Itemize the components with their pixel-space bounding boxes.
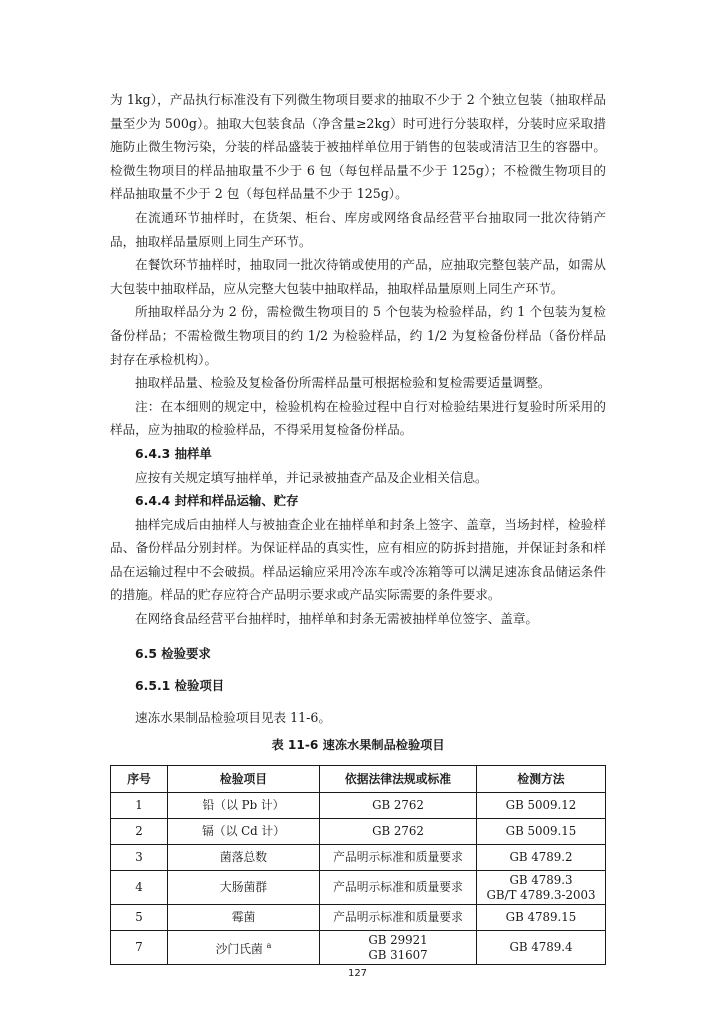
table-row bbox=[111, 793, 606, 819]
heading-6-5-1: 6.5.1 检验项目 bbox=[135, 678, 225, 694]
cell-item bbox=[168, 845, 320, 871]
basis-line: GB 29921 bbox=[368, 932, 428, 947]
table-row bbox=[111, 931, 606, 965]
cell-basis: GB 2762 bbox=[320, 819, 477, 845]
cell-basis: 产品明示标准和质量要求 bbox=[320, 845, 477, 871]
cell-no: 2 bbox=[111, 819, 168, 845]
paragraph-online-sampling: 在网络食品经营平台抽样时，抽样单和封条无需被抽样单位签字、盖章。 bbox=[135, 611, 538, 627]
table-row bbox=[111, 905, 606, 931]
paragraph-circulation-sampling: 在流通环节抽样时，在货架、柜台、库房或网络食品经营平台抽取同一批次待销产品，抽取样品量原则上同生产环节。 bbox=[110, 209, 606, 249]
paragraph-catering-sampling: 在餐饮环节抽样时，抽取同一批次待销或使用的产品，应抽取完整包装产品，如需从大包装中抽取样品，应从完整大包装中抽取样品，抽取样品量原则上同生产环节。 bbox=[110, 257, 606, 296]
item-text: 铅（以 Pb 计） bbox=[202, 798, 285, 813]
table-row bbox=[111, 819, 606, 845]
cell-basis: 产品明示标准和质量要求 bbox=[320, 871, 477, 905]
cell-no: 4 bbox=[111, 871, 168, 905]
cell-method: GB 4789.4 bbox=[477, 931, 606, 965]
cell-method: GB 4789.2 bbox=[477, 845, 606, 871]
cell-item bbox=[168, 905, 320, 931]
header-no: 序号 bbox=[111, 766, 168, 793]
paragraph-quantity-adjustment: 抽取样品量、检验及复检备份所需样品量可根据检验和复检需要适量调整。 bbox=[135, 375, 551, 391]
item-text: 镉（以 Cd 计） bbox=[201, 824, 286, 839]
paragraph-sealing-transport: 抽样完成后由抽样人与被抽查企业在抽样单和封条上签字、盖章，当场封样，检验样品、备份样品分别封样。为保证样品的真实性，应有相应的防拆封措施，并保证封条和样品在运输过程中不会破损。样品运输应采用冷冻车或冷冻箱等可以满足速冻食品储运条件的措施。样品的贮存应符合产品明示要求或产品实际需要的条件要求。 bbox=[110, 516, 606, 603]
cell-item bbox=[168, 819, 320, 845]
item-text: 沙门氏菌 bbox=[215, 942, 263, 957]
heading-6-5: 6.5 检验要求 bbox=[135, 645, 211, 661]
cell-method: GB 5009.15 bbox=[477, 819, 606, 845]
item-text: 菌落总数 bbox=[219, 850, 268, 865]
table-row bbox=[111, 871, 606, 905]
method-line: GB/T 4789.3-2003 bbox=[486, 887, 596, 902]
cell-item bbox=[168, 793, 320, 819]
paragraph-sampling-quantity: 为 1kg），产品执行标准没有下列微生物项目要求的抽取不少于 2 个独立包装（抽取样品量至少为 500g）。抽取大包装食品（净含量≥2kg）时可进行分装取样，分装时应采取措施防止微生物污染，分装的样品盛装于被抽样单位用于销售的包装或清洁卫生的容器中。检微生物项目的样品抽取量不少于 6 包（每包样品量不少于 125g）；不检微生物项目的样品抽取量不少于 2 包（每包样品量不少于 125g）。 bbox=[110, 92, 606, 202]
cell-no: 7 bbox=[111, 931, 168, 965]
cell-basis: 产品明示标准和质量要求 bbox=[320, 905, 477, 931]
cell-basis: GB 2762 bbox=[320, 793, 477, 819]
paragraph-note: 注：在本细则的规定中，检验机构在检验过程中自行对检验结果进行复验时所采用的样品，应为抽取的检验样品，不得采用复检备份样品。 bbox=[110, 398, 606, 438]
cell-method bbox=[477, 871, 606, 905]
cell-no: 1 bbox=[111, 793, 168, 819]
document-page bbox=[110, 88, 606, 965]
cell-no: 5 bbox=[111, 905, 168, 931]
header-basis: 依据法律法规或标准 bbox=[320, 766, 477, 793]
paragraph-table-reference: 速冻水果制品检验项目见表 11-6。 bbox=[135, 709, 332, 725]
table-row bbox=[111, 845, 606, 871]
footnote-marker: a bbox=[266, 941, 272, 951]
basis-line: GB 31607 bbox=[368, 947, 428, 962]
inspection-items-table bbox=[110, 765, 606, 965]
table-caption: 表 11-6 速冻水果制品检验项目 bbox=[271, 738, 445, 753]
header-method: 检测方法 bbox=[477, 766, 606, 793]
header-item: 检验项目 bbox=[168, 766, 320, 793]
paragraph-sampling-form: 应按有关规定填写抽样单，并记录被抽查产品及企业相关信息。 bbox=[135, 469, 488, 485]
heading-6-4-3: 6.4.3 抽样单 bbox=[135, 445, 212, 461]
cell-basis bbox=[320, 931, 477, 965]
item-text: 大肠菌群 bbox=[219, 880, 268, 895]
table-header-row bbox=[111, 766, 606, 793]
heading-6-4-4: 6.4.4 封样和样品运输、贮存 bbox=[135, 493, 299, 509]
cell-item bbox=[168, 871, 320, 905]
cell-method: GB 5009.12 bbox=[477, 793, 606, 819]
cell-method: GB 4789.15 bbox=[477, 905, 606, 931]
cell-no: 3 bbox=[111, 845, 168, 871]
cell-item bbox=[168, 931, 320, 965]
item-text: 霉菌 bbox=[231, 910, 256, 925]
method-line: GB 4789.3 bbox=[509, 872, 573, 887]
page-number: 127 bbox=[347, 968, 368, 979]
paragraph-sample-division: 所抽取样品分为 2 份，需检微生物项目的 5 个包装为检验样品，约 1 个包装为复检备份样品；不需检微生物项目的约 1/2 为检验样品，约 1/2 为复检备份样品（备份样品封存在承检机构）。 bbox=[110, 304, 606, 367]
